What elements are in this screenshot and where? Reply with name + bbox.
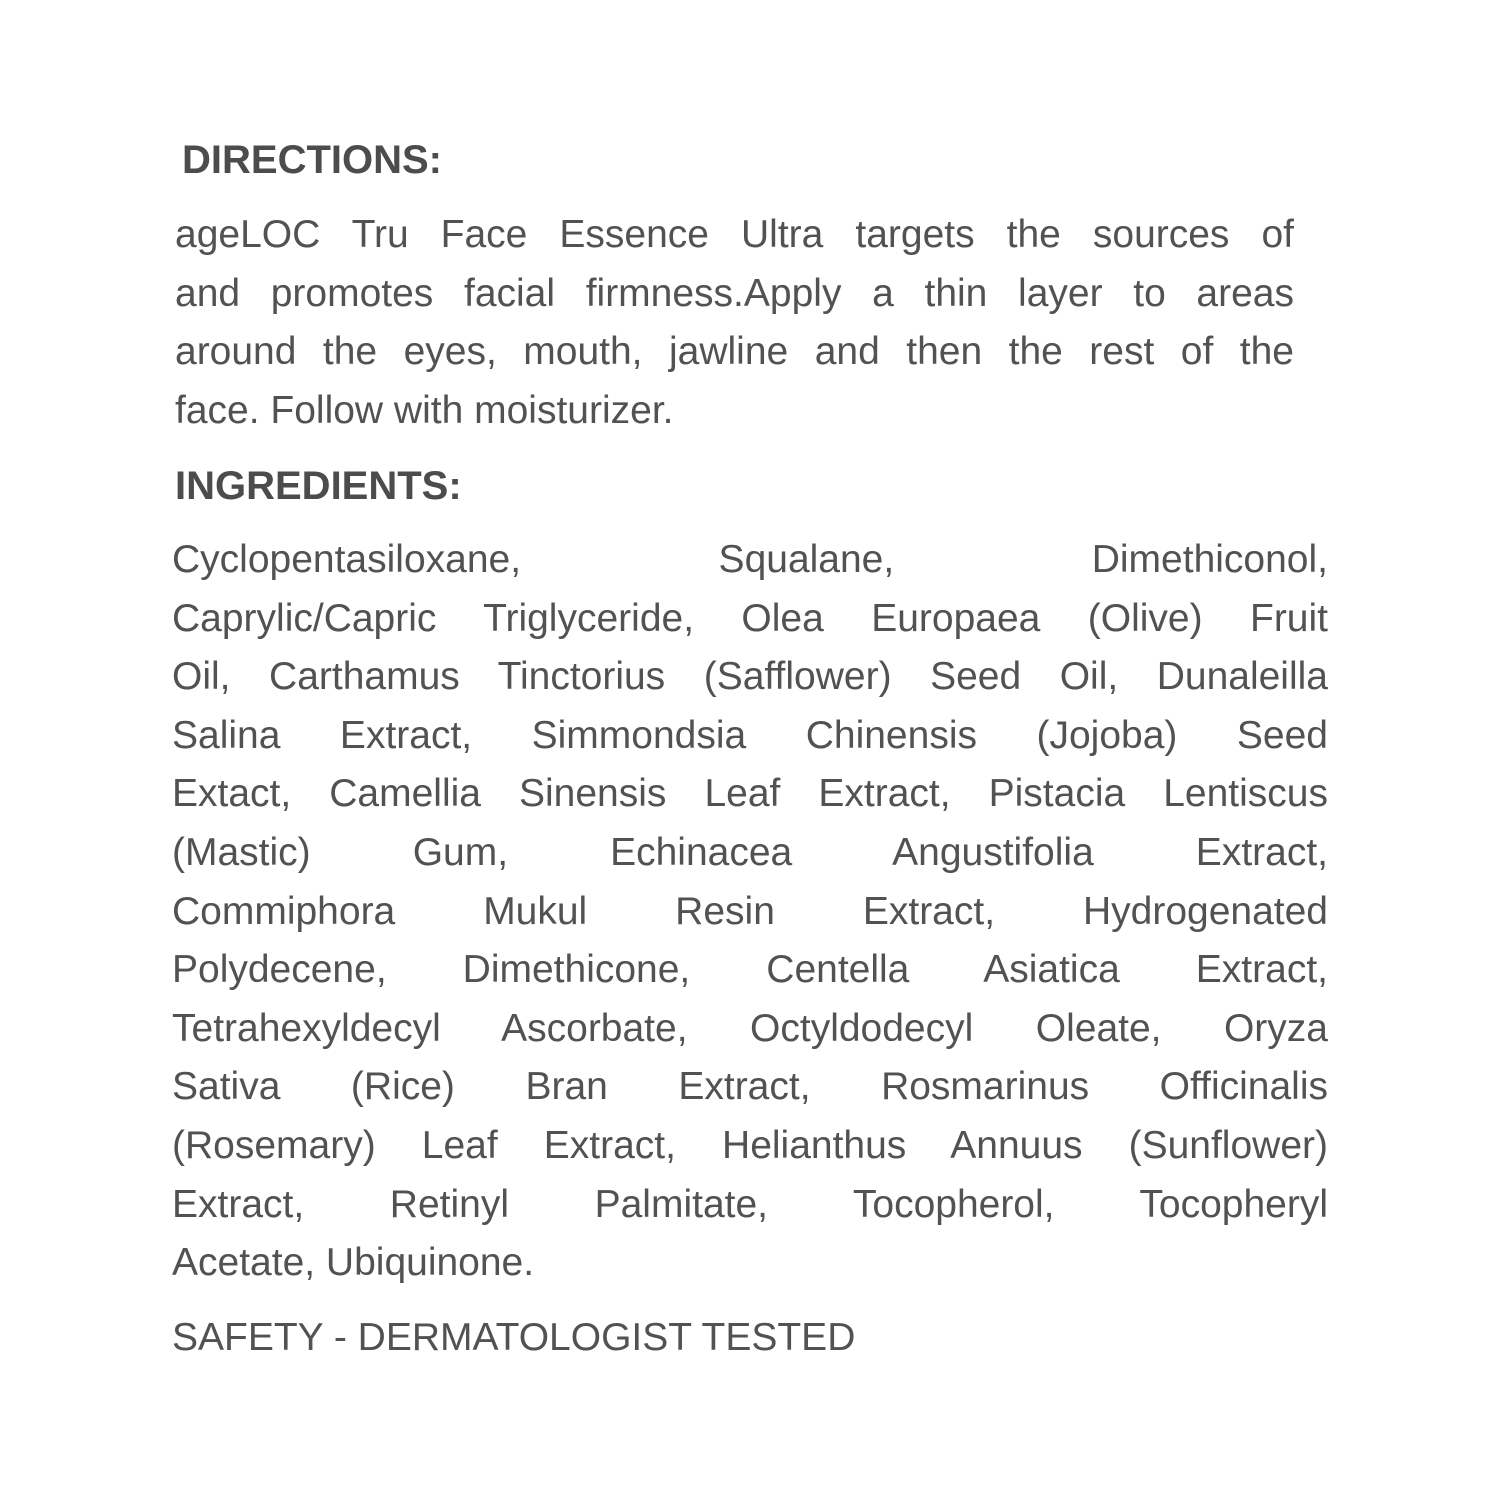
ingredients-line: (Rosemary) Leaf Extract, Helianthus Annuus (Sunflower) [172,1123,1328,1167]
ingredients-line: Acetate, Ubiquinone. [172,1241,535,1285]
safety-note: SAFETY - DERMATOLOGIST TESTED [172,1316,856,1359]
directions-heading: DIRECTIONS: [182,138,442,182]
ingredients-list [172,531,1328,1293]
ingredients-line: Oil, Carthamus Tinctorius (Safflower) Seed Oil, Dunaleilla [172,655,1328,699]
ingredients-line: Extact, Camellia Sinensis Leaf Extract, Pistacia Lentiscus [172,772,1328,816]
ingredients-line: (Mastic) Gum, Echinacea Angustifolia Extract, [172,830,1328,874]
ingredients-line: Extract, Retinyl Palmitate, Tocopherol, Tocopheryl [172,1182,1328,1226]
directions-line: and promotes facial firmness.Apply a thin layer to areas [175,271,1294,315]
ingredients-line: Commiphora Mukul Resin Extract, Hydrogenated [172,889,1328,933]
ingredients-heading: INGREDIENTS: [175,464,462,508]
directions-text [175,206,1294,440]
ingredients-line: Sativa (Rice) Bran Extract, Rosmarinus Officinalis [172,1065,1328,1109]
ingredients-line: Polydecene, Dimethicone, Centella Asiatica Extract, [172,948,1328,992]
ingredients-line: Salina Extract, Simmondsia Chinensis (Jojoba) Seed [172,713,1328,757]
directions-line: ageLOC Tru Face Essence Ultra targets the sources of [175,213,1294,256]
directions-line: around the eyes, mouth, jawline and then the rest of the [175,330,1294,374]
ingredients-line: Cyclopentasiloxane, Squalane, Dimethiconol, [172,538,1328,581]
directions-line: face. Follow with moisturizer. [175,388,674,432]
ingredients-line: Tetrahexyldecyl Ascorbate, Octyldodecyl Oleate, Oryza [172,1006,1328,1050]
ingredients-line: Caprylic/Capric Triglyceride, Olea Europaea (Olive) Fruit [172,596,1328,640]
